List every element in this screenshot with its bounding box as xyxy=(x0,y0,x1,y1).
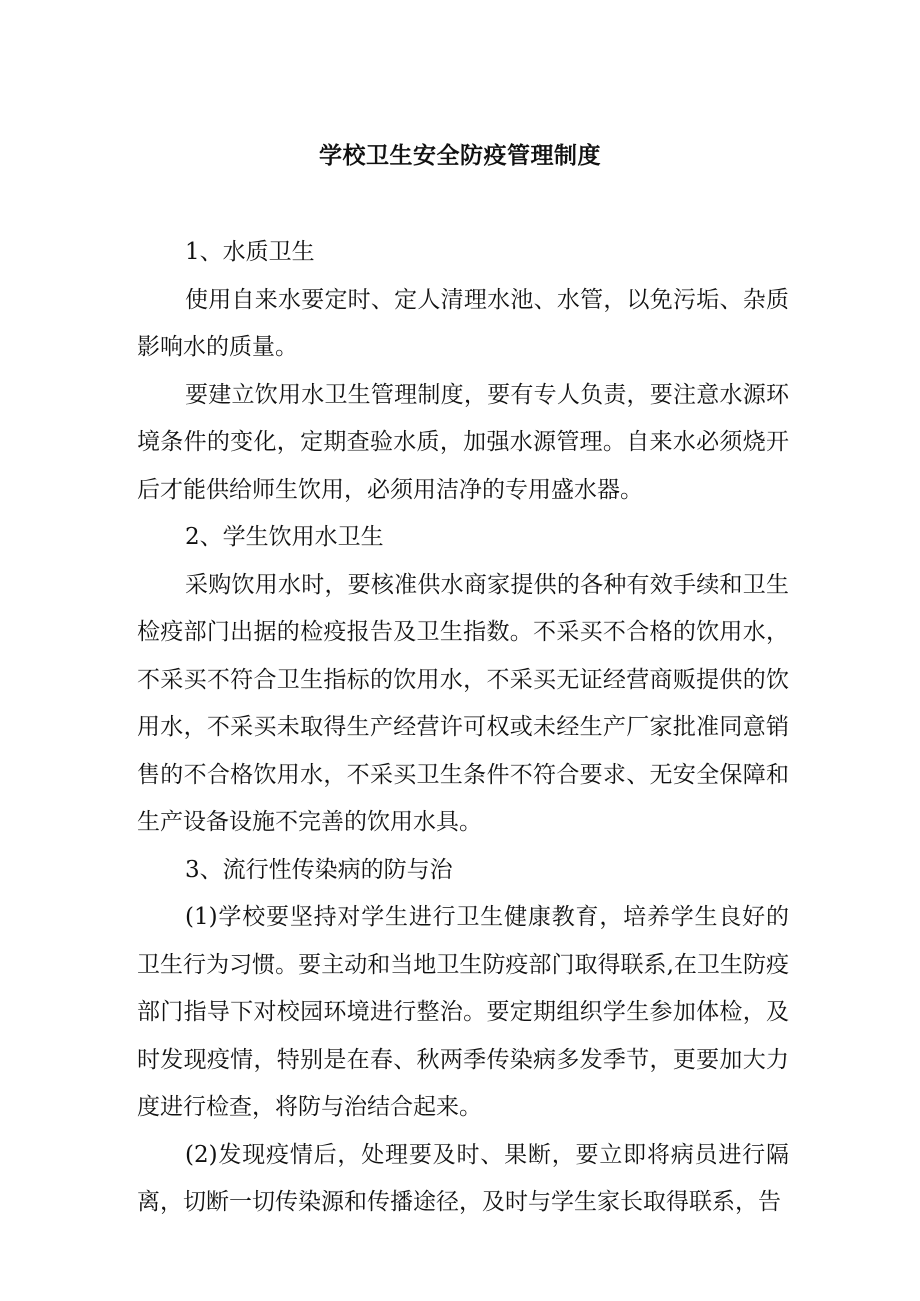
section-heading-epidemic-prevention: 3、流行性传染病的防与治 xyxy=(185,856,453,883)
paragraph-water-purchasing: 采购饮用水时，要核准供水商家提供的各种有效手续和卫生检疫部门出据的检疫报告及卫生指数。不采买不合格的饮用水，不采买不符合卫生指标的饮用水，不采买无证经营商贩提供的饮用水，不采买未取得生产经营许可权或未经生产厂家批准同意销售的不合格饮用水，不采买卫生条件不符合要求、无安全保障和生产设备设施不完善的饮用水具。 xyxy=(137,571,789,835)
paragraph-health-education: (1)学校要坚持对学生进行卫生健康教育，培养学生良好的卫生行为习惯。要主动和当地卫生防疫部门取得联系,在卫生防疫部门指导下对校园环境进行整治。要定期组织学生参加体检，及时发现疫情，特别是在春、秋两季传染病多发季节，更要加大力度进行检查，将防与治结合起来。 xyxy=(137,904,789,1120)
paragraph-outbreak-response: (2)发现疫情后，处理要及时、果断，要立即将病员进行隔离，切断一切传染源和传播途径，及时与学生家长取得联系，告 xyxy=(137,1141,789,1215)
document-body xyxy=(137,229,789,1227)
paragraph-tap-water-cleaning: 使用自来水要定时、定人清理水池、水管，以免污垢、杂质影响水的质量。 xyxy=(137,286,789,360)
paragraph-water-management-system: 要建立饮用水卫生管理制度，要有专人负责，要注意水源环境条件的变化，定期查验水质，加强水源管理。自来水必须烧开后才能供给师生饮用，必须用洁净的专用盛水器。 xyxy=(137,381,789,503)
document-title: 学校卫生安全防疫管理制度 xyxy=(319,142,601,169)
section-heading-water-quality: 1、水质卫生 xyxy=(185,239,315,265)
section-heading-drinking-water: 2、学生饮用水卫生 xyxy=(185,524,384,550)
